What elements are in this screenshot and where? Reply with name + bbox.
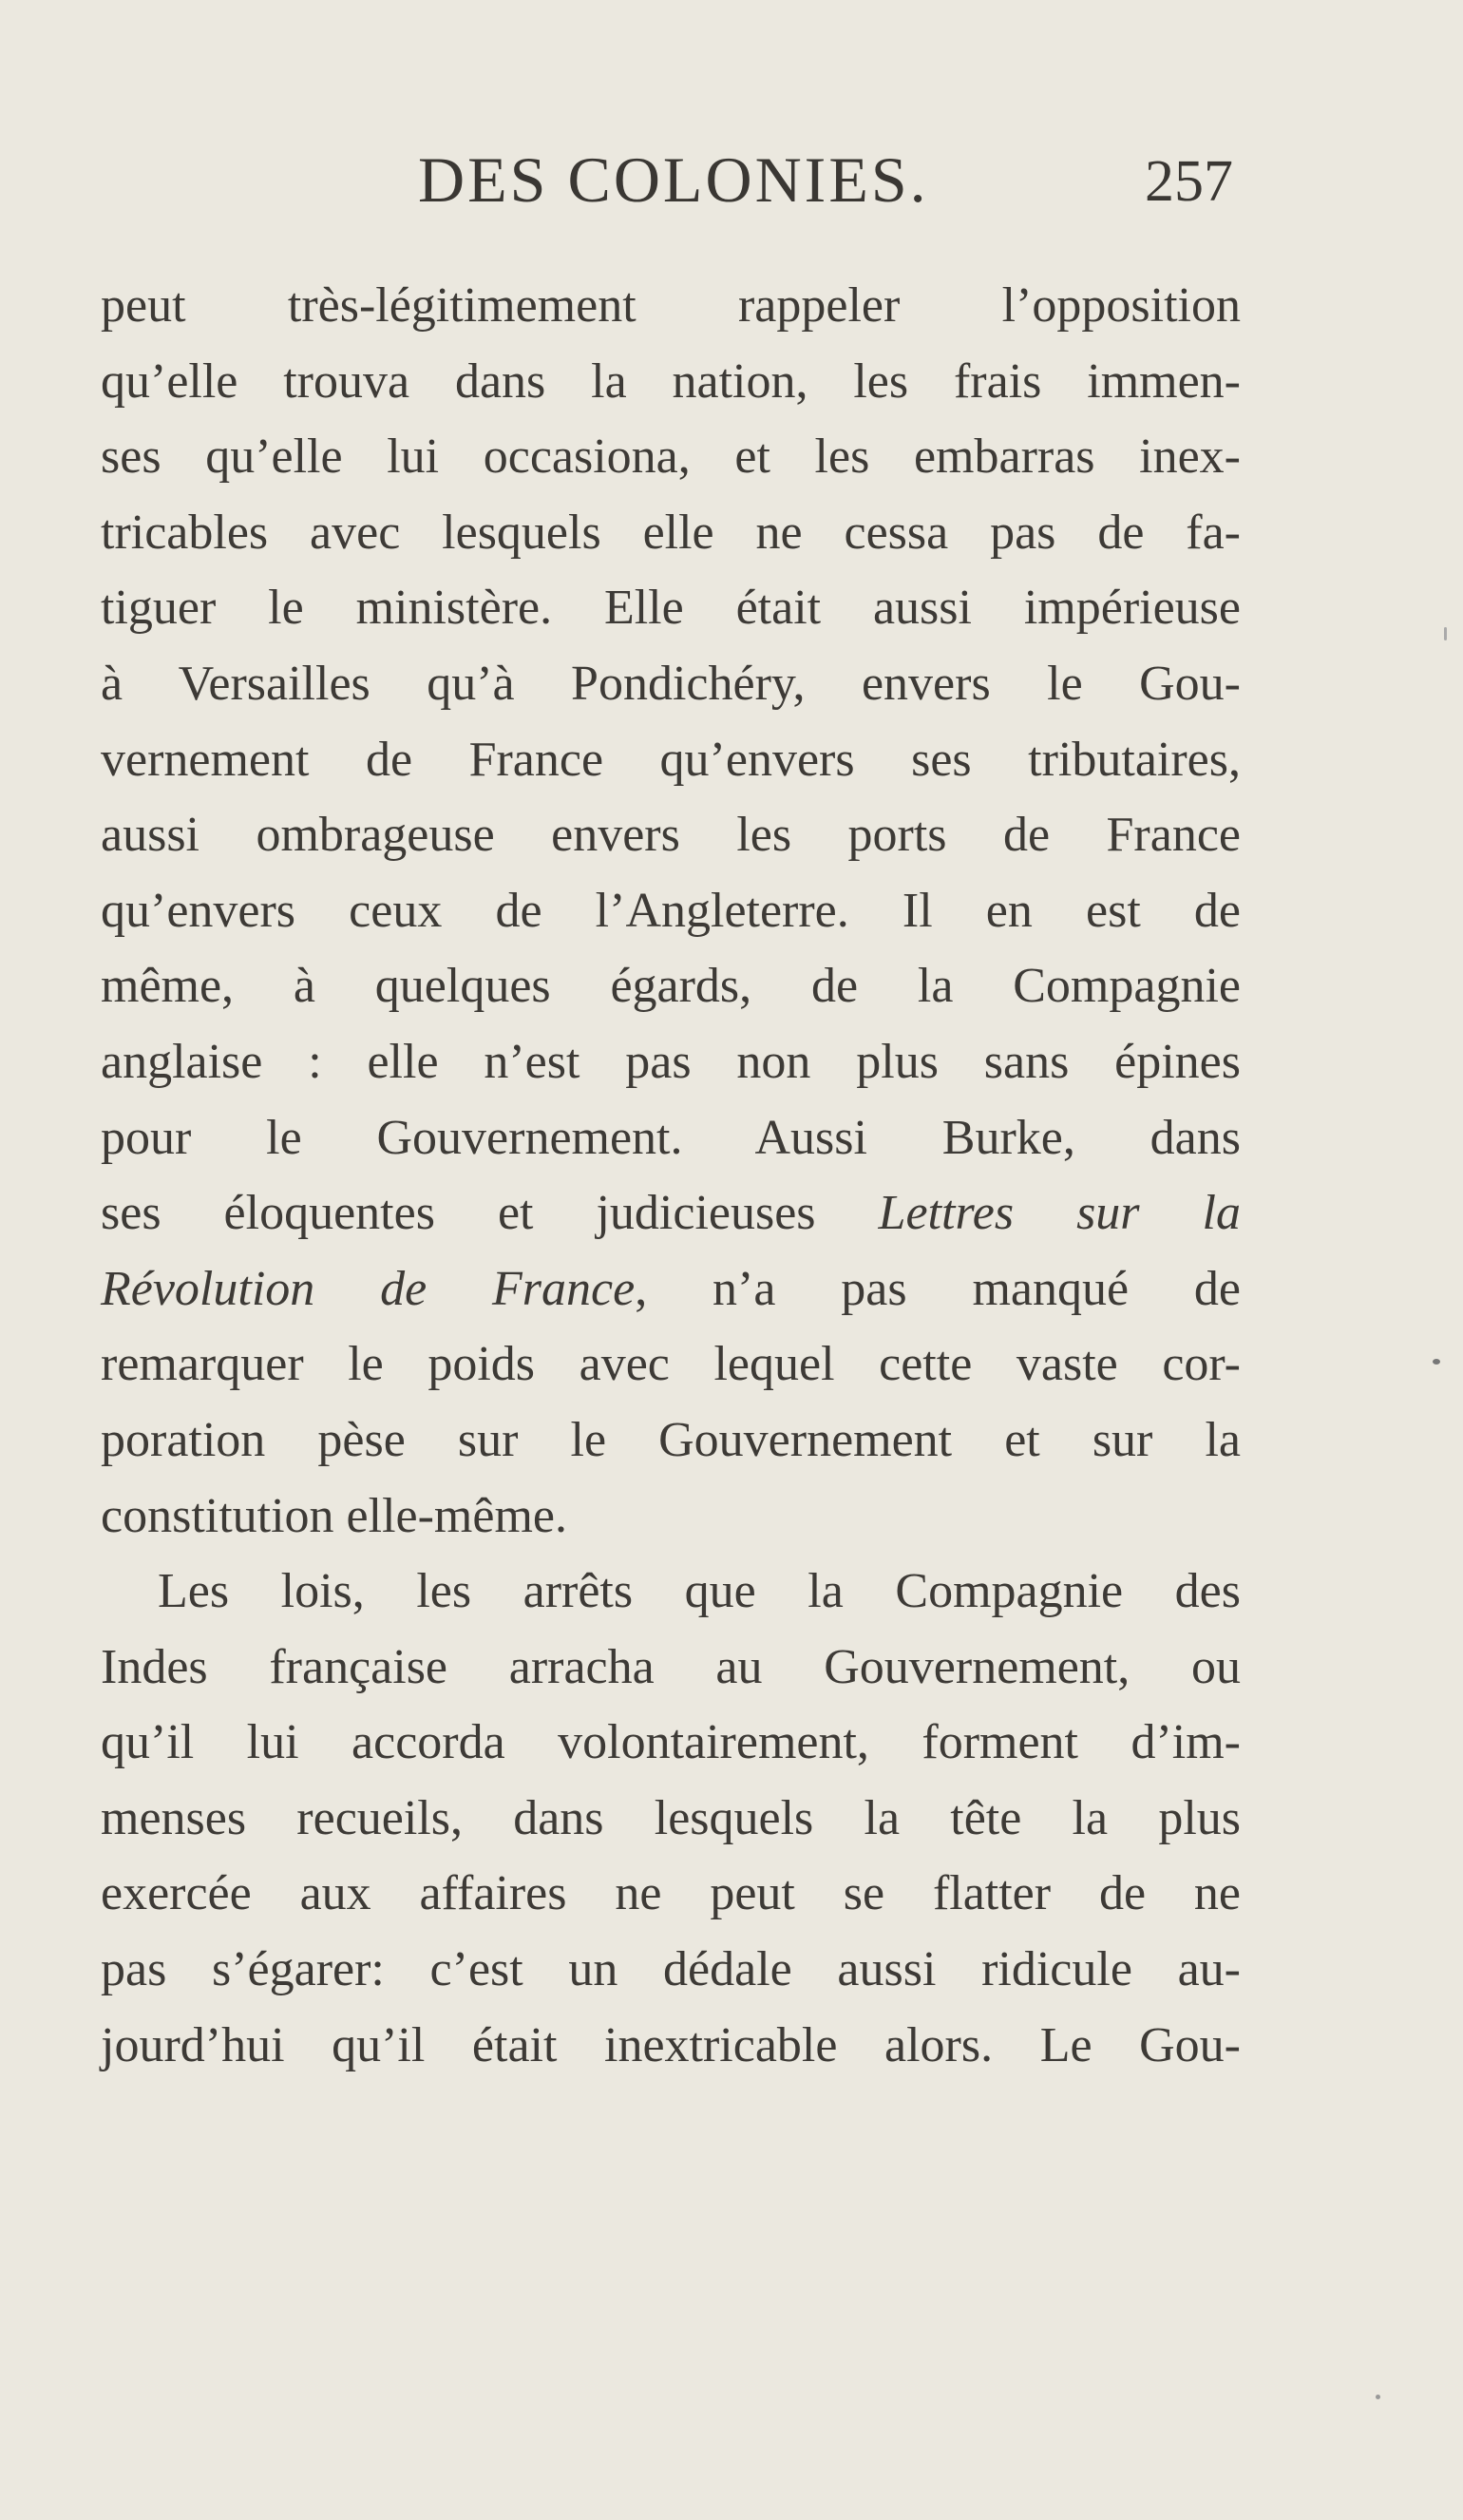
- text-line: tiguer le ministère. Elle était aussi impérieuse: [101, 581, 1241, 636]
- page-header: [0, 143, 1463, 219]
- text-line: peut très-légitimement rappeler l’opposition: [101, 278, 1241, 333]
- text-line: pour le Gouvernement. Aussi Burke, dans: [101, 1110, 1241, 1165]
- text-line: menses recueils, dans lesquels la tête la plus: [101, 1790, 1241, 1845]
- text-line-with-italic: [101, 1251, 1241, 1327]
- body-text: [101, 268, 1241, 2083]
- text-line: à Versailles qu’à Pondichéry, envers le Gou-: [101, 656, 1241, 711]
- text-line: anglaise : elle n’est pas non plus sans épines: [101, 1034, 1241, 1089]
- text-run: , n’a pas manqué de: [635, 1261, 1241, 1316]
- text-line: Les lois, les arrêts que la Compagnie des: [158, 1564, 1241, 1619]
- text-line: tricables avec lesquels elle ne cessa pas de fa-: [101, 505, 1241, 560]
- text-line: vernement de France qu’envers ses tributaires,: [101, 732, 1241, 787]
- book-title-italic: Lettres sur la: [878, 1186, 1241, 1241]
- text-line: aussi ombrageuse envers les ports de France: [101, 808, 1241, 863]
- text-line: remarquer le poids avec lequel cette vaste cor-: [101, 1337, 1241, 1392]
- text-line: jourd’hui qu’il était inextricable alors. Le Gou-: [101, 2017, 1241, 2072]
- text-line: poration pèse sur le Gouvernement et sur la: [101, 1412, 1241, 1467]
- paper-speck: [1433, 1359, 1440, 1365]
- text-line: constitution elle-même.: [101, 1488, 567, 1543]
- text-line: même, à quelques égards, de la Compagnie: [101, 959, 1241, 1014]
- paper-speck: [1444, 627, 1447, 640]
- text-line: pas s’égarer: c’est un dédale aussi ridicule au-: [101, 1942, 1241, 1997]
- text-line: exercée aux affaires ne peut se flatter de ne: [101, 1866, 1241, 1921]
- text-line: Indes française arracha au Gouvernement, ou: [101, 1639, 1241, 1694]
- book-title-italic: Révolution de France: [101, 1261, 636, 1316]
- text-run: ses éloquentes et judicieuses: [101, 1186, 879, 1241]
- text-line: qu’elle trouva dans la nation, les frais immen-: [101, 353, 1241, 409]
- page-number: 257: [1145, 149, 1233, 214]
- text-line: ses qu’elle lui occasiona, et les embarras inex-: [101, 430, 1241, 485]
- running-title: DES COLONIES.: [418, 143, 929, 216]
- text-line-with-italic: [101, 1175, 1241, 1251]
- text-line: qu’envers ceux de l’Angleterre. Il en est de: [101, 883, 1241, 938]
- text-line: qu’il lui accorda volontairement, forment d’im-: [101, 1715, 1241, 1770]
- paper-speck: [1376, 2395, 1380, 2399]
